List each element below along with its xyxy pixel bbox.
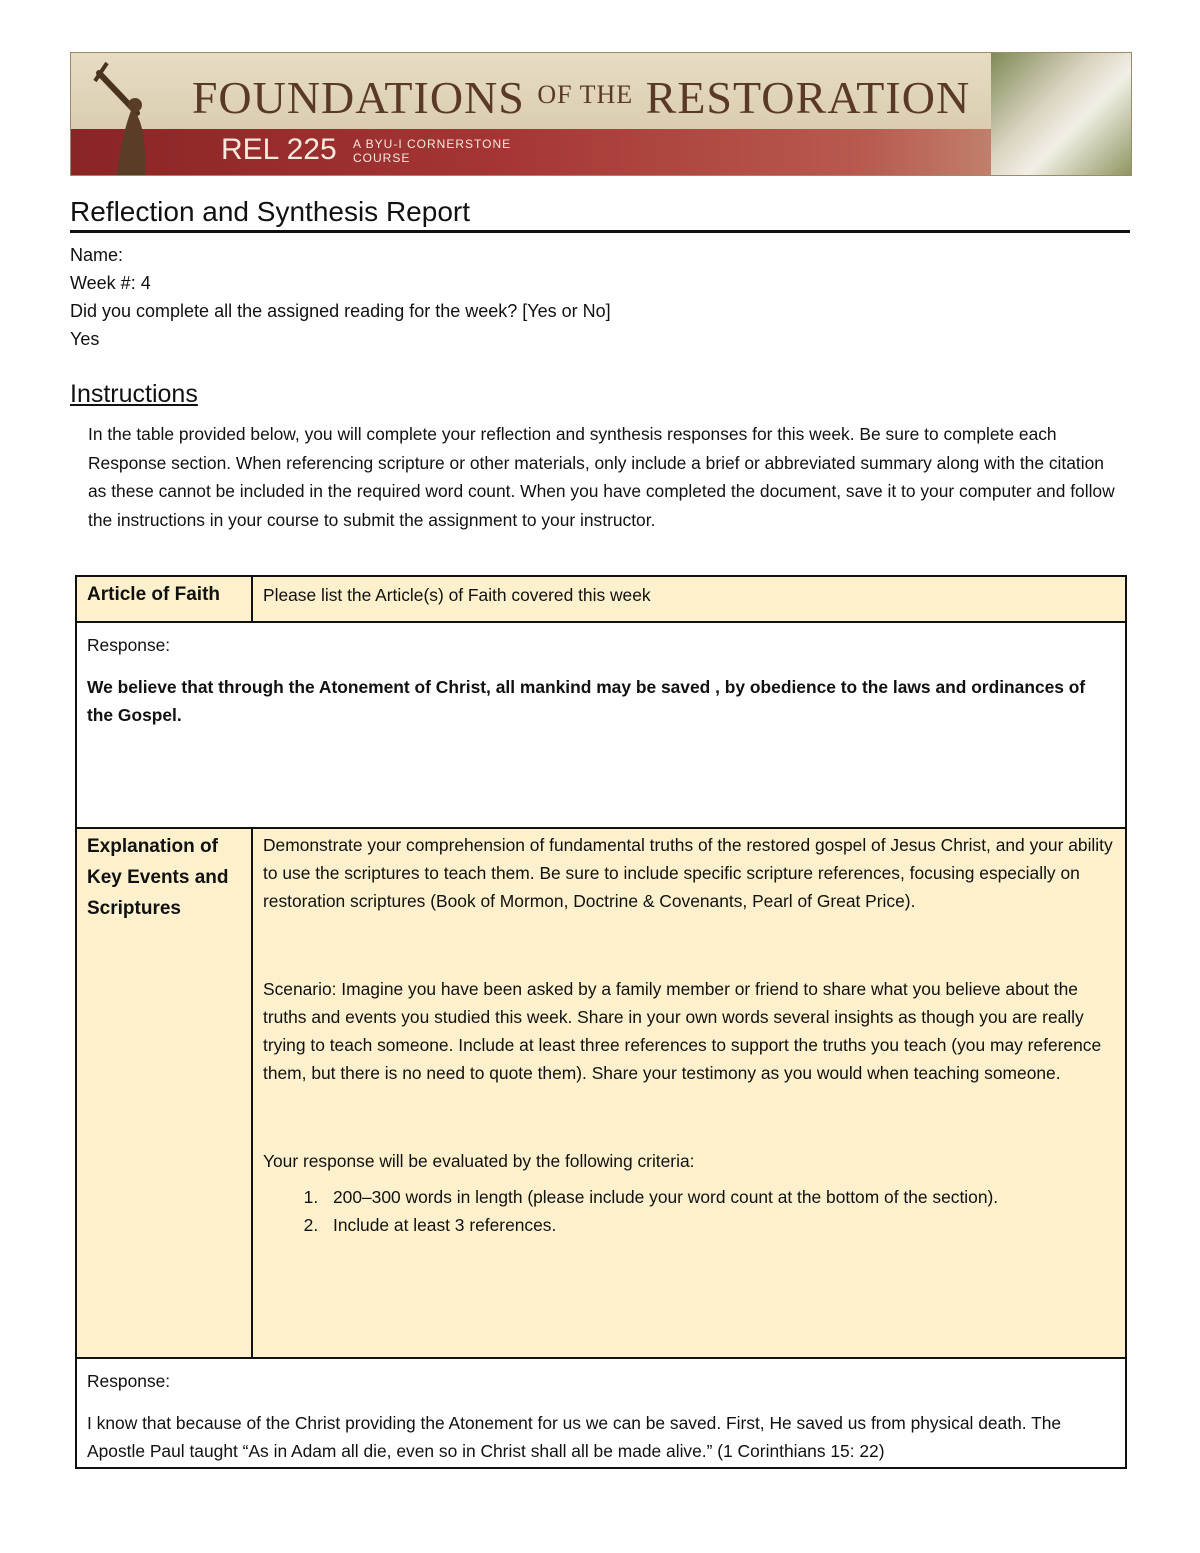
explanation-response-row: [76, 1358, 1126, 1468]
banner-title: FOUNDATIONS $^{OF THE}$ RESTORATION: [191, 72, 971, 123]
article-prompt: Please list the Article(s) of Faith covered this week: [252, 576, 1126, 622]
student-info: [70, 241, 611, 353]
article-response-row: [76, 622, 1126, 828]
explanation-prompt: Demonstrate your comprehension of fundamental truths of the restored gospel of Jesus Christ, and your ability to use the scriptures to teach them. Be sure to include specific scripture references, focusing especially on restoration scriptures (Book of Mormon, Doctrine & Covenants, Pearl of Great Price).: [263, 835, 1113, 911]
banner-course-code: REL 225: [221, 133, 337, 166]
banner-course-subtitle: A BYU-I CORNERSTONE COURSE: [353, 137, 512, 165]
explanation-scenario: Scenario: Imagine you have been asked by a family member or friend to share what you believe about the truths and events you studied this week. Share in your own words several insights as though you are really trying to teach someone. Include at least three references to support the truths you teach (you may reference them, but there is no need to quote them). Share your testimony as you would when teaching someone.: [263, 979, 1102, 1083]
criteria-item: 1. 200–300 words in length (please include your word count at the bottom of the section).: [323, 1183, 1115, 1211]
article-label: Article of Faith: [76, 576, 252, 622]
article-response-cell[interactable]: [76, 622, 1126, 828]
explanation-row: [76, 828, 1126, 1358]
explanation-label: Explanation of Key Events and Scriptures: [76, 828, 252, 1358]
explanation-response-label: Response:: [87, 1371, 171, 1391]
criteria-list: [263, 1183, 1115, 1239]
explanation-prompt-cell: [252, 828, 1126, 1358]
explanation-response-cell[interactable]: [76, 1358, 1126, 1468]
instructions-heading: Instructions: [70, 380, 198, 408]
reflection-table: [75, 575, 1127, 1469]
angel-moroni-icon: [77, 53, 177, 175]
criteria-item: 2. Include at least 3 references.: [323, 1211, 1115, 1239]
name-field: Name:: [70, 245, 124, 265]
criteria-intro: Your response will be evaluated by the following criteria:: [263, 1151, 695, 1171]
instructions-body: In the table provided below, you will complete your reflection and synthesis responses for this week. Be sure to complete each Response section. When referencing scripture or other materials, only include a brief or abbreviated summary along with the citation as these cannot be included in the required word count. When you have completed the document, save it to your computer and follow the instructions in your course to submit the assignment to your instructor.: [88, 424, 1115, 530]
restoration-figures-image: [991, 53, 1131, 175]
reading-answer: Yes: [70, 329, 100, 349]
reading-question: Did you complete all the assigned reading for the week? [Yes or No]: [70, 301, 611, 321]
explanation-response-text: I know that because of the Christ providing the Atonement for us we can be saved. First, He saved us from physical death. The Apostle Paul taught “As in Adam all die, even so in Christ shall all be made alive.” (1 Corinthians 15: 22): [87, 1413, 1062, 1461]
week-field: Week #: 4: [70, 273, 151, 293]
article-response-label: Response:: [87, 635, 171, 655]
article-response-text: We believe that through the Atonement of Christ, all mankind may be saved , by obedience to the laws and ordinances of the Gospel.: [87, 677, 1086, 725]
course-banner: [70, 52, 1132, 176]
document-title: Reflection and Synthesis Report: [70, 196, 1130, 233]
article-row: [76, 576, 1126, 622]
